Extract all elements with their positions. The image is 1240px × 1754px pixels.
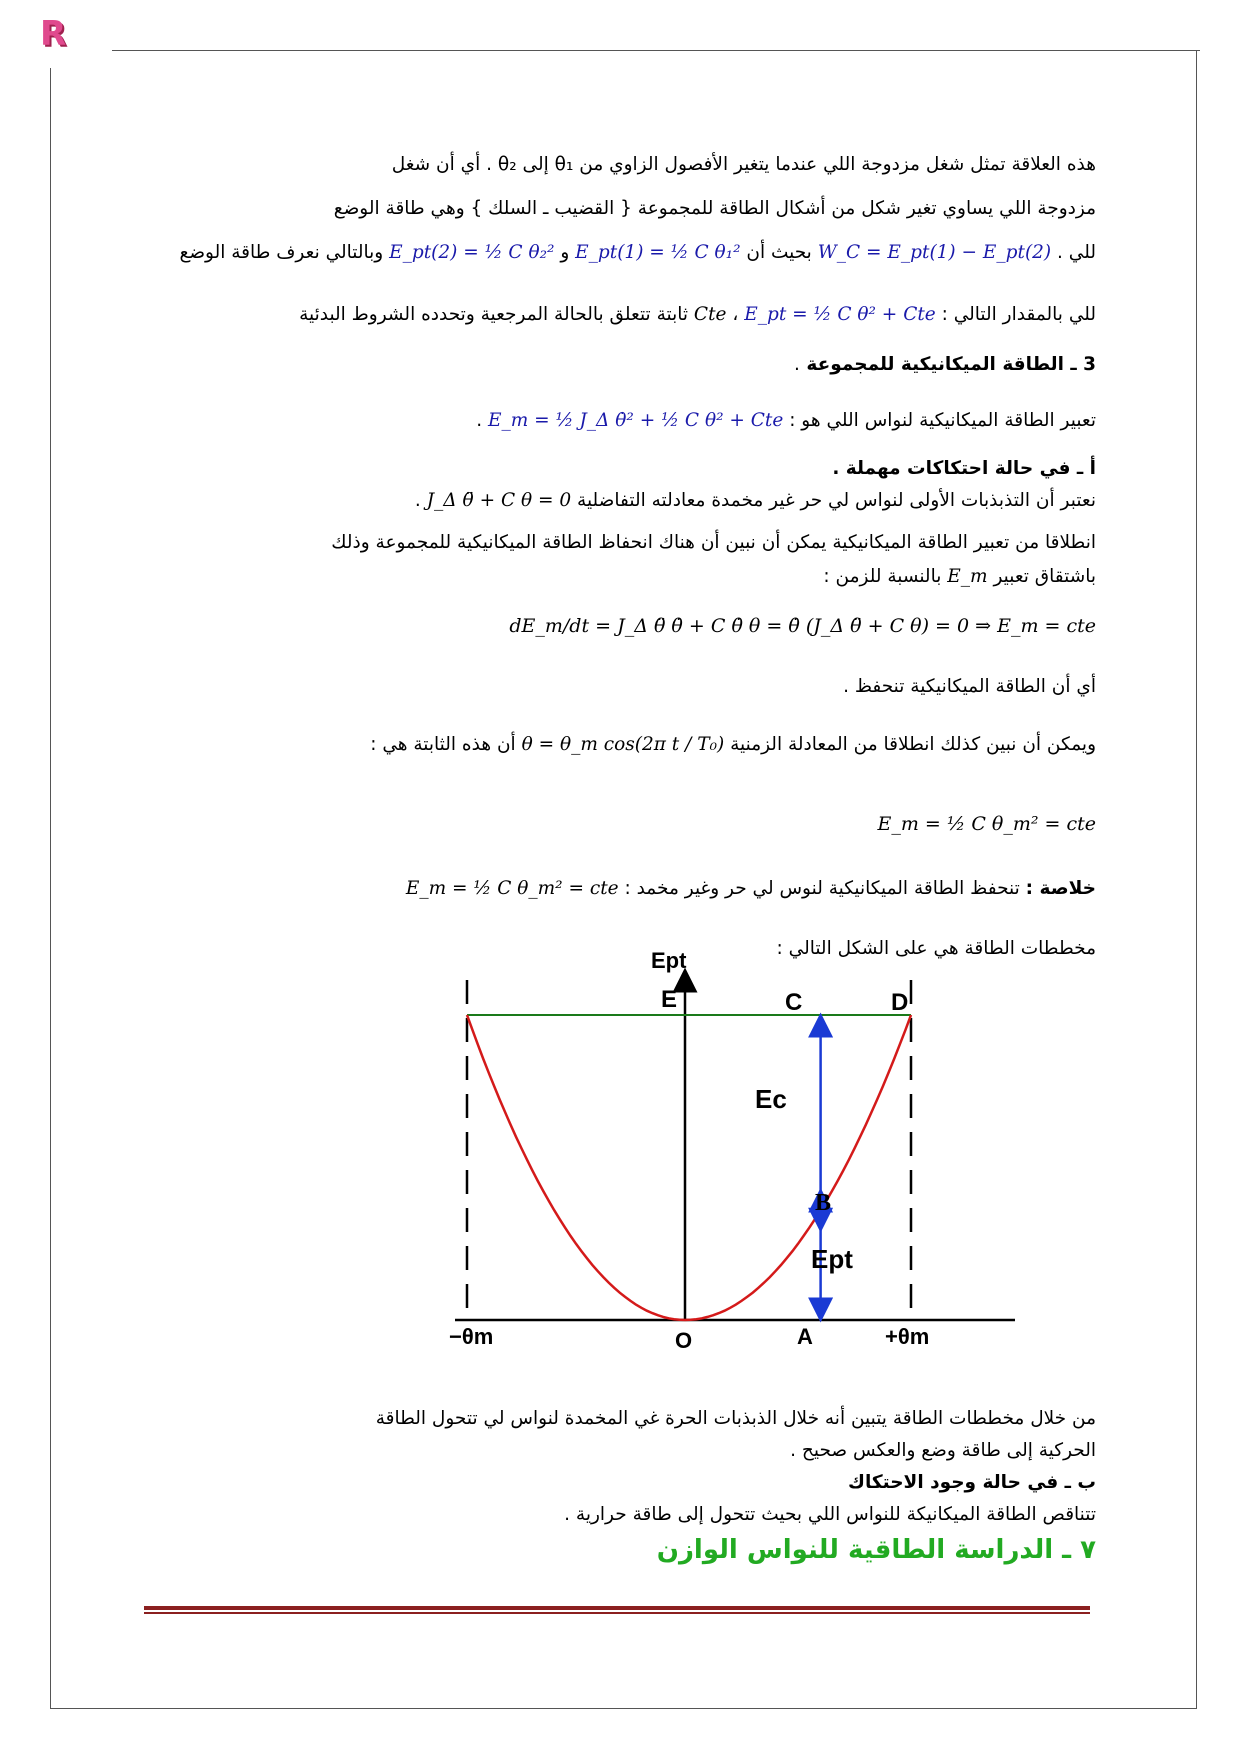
equation-em-symbol: E_m bbox=[947, 566, 988, 587]
point-label-e: E bbox=[661, 986, 678, 1013]
text: للي . bbox=[1057, 242, 1096, 263]
equation-em-constant: E_m = ½ C θ_m² = cte bbox=[877, 813, 1096, 835]
text: ، bbox=[732, 304, 739, 325]
equation-ept: E_pt = ½ C θ² + Cte bbox=[744, 304, 936, 325]
conclusion-label: خلاصة : bbox=[1025, 878, 1096, 899]
text: ثابتة تتعلق بالحالة المرجعية وتحدده الشروط البدئية bbox=[299, 304, 689, 325]
equation-theta-t: θ = θ_m cos(2π t / T₀) bbox=[521, 734, 725, 755]
footer-rule bbox=[144, 1606, 1090, 1610]
text: تعبير الطاقة الميكانيكية لنواس اللي هو : bbox=[789, 410, 1096, 431]
potential-energy-curve bbox=[467, 1015, 911, 1320]
equation-ep1: E_pt(1) = ½ C θ₁² bbox=[575, 242, 741, 263]
paragraph-line bbox=[823, 560, 1096, 593]
page-frame-top bbox=[112, 50, 1200, 51]
equation-diff: J_Δ θ̈ + C θ = 0 bbox=[426, 490, 572, 511]
page-frame-right bbox=[1196, 50, 1197, 1708]
paragraph-line: نعتبر أن التذبذبات الأولى لنواس لي حر غير مخمدة معادلته التفاضلية J_Δ θ̈ + C θ = 0 . bbox=[415, 484, 1096, 517]
arrow-label-ept: Ept bbox=[811, 1244, 853, 1274]
equation-em-constant-2: E_m = ½ C θ_m² = cte bbox=[405, 878, 619, 899]
logo: R bbox=[40, 14, 67, 54]
y-axis-label: Ept bbox=[651, 948, 687, 973]
paragraph-line bbox=[406, 872, 1096, 905]
equation-wc: W_C = E_pt(1) − E_pt(2) bbox=[817, 242, 1052, 263]
x-tick-label: −θm bbox=[449, 1324, 494, 1349]
paragraph-line bbox=[370, 728, 1096, 761]
arrow-label-ec: Ec bbox=[755, 1084, 787, 1114]
point-label-b: B bbox=[815, 1190, 832, 1216]
point-label-c: C bbox=[785, 989, 803, 1016]
equation-ep2: E_pt(2) = ½ C θ₂² bbox=[389, 242, 555, 263]
paragraph-line: تعبير الطاقة الميكانيكية لنواس اللي هو : E_m = ½ J_Δ θ̇² + ½ C θ² + Cte . bbox=[476, 404, 1096, 437]
paragraph-line: انطلاقا من تعبير الطاقة الميكانيكية يمكن أن نبين أن هناك انحفاظ الطاقة الميكانيكية للمجموعة وذلك bbox=[331, 532, 1096, 553]
x-tick-label: A bbox=[797, 1324, 813, 1349]
text: تنحفظ الطاقة الميكانيكية لنوس لي حر وغير مخمد : bbox=[624, 878, 1020, 899]
heading-text: 3 ـ الطاقة الميكانيكية للمجموعة bbox=[806, 354, 1096, 375]
text: للي بالمقدار التالي : bbox=[941, 304, 1096, 325]
section-heading bbox=[794, 348, 1096, 381]
text: ويمكن أن نبين كذلك انطلاقا من المعادلة الزمنية bbox=[730, 734, 1096, 755]
x-tick-label: O bbox=[675, 1328, 693, 1353]
page-frame-left bbox=[50, 68, 51, 1708]
paragraph-line: مزدوجة اللي يساوي تغير شكل من أشكال الطاقة للمجموعة { القضيب ـ السلك } وهي طاقة الوضع bbox=[333, 198, 1096, 219]
text: أن هذه الثابتة هي : bbox=[370, 734, 516, 755]
paragraph-line bbox=[179, 236, 1096, 269]
paragraph-line bbox=[299, 298, 1096, 331]
page-frame-bottom bbox=[50, 1708, 1197, 1709]
equation-derivative: dE_m/dt = J_Δ θ̈ θ̇ + C θ̇ θ = θ̇ (J_Δ θ̈ + C θ) = 0 ⇒ E_m = cte bbox=[509, 615, 1096, 637]
paragraph-line: مخططات الطاقة هي على الشكل التالي : bbox=[776, 938, 1096, 959]
text: و bbox=[560, 242, 570, 263]
text: باشتقاق تعبير bbox=[993, 566, 1096, 587]
text: وبالتالي نعرف طاقة الوضع bbox=[179, 242, 384, 263]
paragraph-line: الحركية إلى طاقة وضع والعكس صحيح . bbox=[790, 1440, 1096, 1461]
text: بحيث أن bbox=[746, 242, 812, 263]
footer-rule bbox=[144, 1612, 1090, 1614]
paragraph-line: من خلال مخططات الطاقة يتبين أنه خلال الذبذبات الحرة غي المخمدة لنواس لي تتحول الطاقة bbox=[375, 1408, 1096, 1429]
subsection-heading: ب ـ في حالة وجود الاحتكاك bbox=[848, 1472, 1096, 1493]
section-heading-green: ٧ ـ الدراسة الطاقية للنواس الوازن bbox=[656, 1535, 1096, 1565]
heading-dot: . bbox=[794, 354, 800, 375]
equation-cte: Cte bbox=[693, 304, 727, 325]
equation-em: E_m = ½ J_Δ θ̇² + ½ C θ² + Cte bbox=[488, 410, 784, 431]
point-label-d: D bbox=[891, 989, 909, 1016]
paragraph-line: هذه العلاقة تمثل شغل مزدوجة اللي عندما يتغير الأفصول الزاوي من θ₁ إلى θ₂ . أي أن شغل bbox=[391, 154, 1096, 175]
x-tick-label: +θm bbox=[885, 1324, 930, 1349]
paragraph-line: تتناقص الطاقة الميكانيكة للنواس اللي بحيث تتحول إلى طاقة حرارية . bbox=[564, 1504, 1096, 1525]
paragraph-line: أي أن الطاقة الميكانيكية تنحفظ . bbox=[843, 676, 1096, 697]
text: بالنسبة للزمن : bbox=[823, 566, 942, 587]
text: نعتبر أن التذبذبات الأولى لنواس لي حر غير مخمدة معادلته التفاضلية bbox=[577, 490, 1096, 511]
subsection-heading: أ ـ في حالة احتكاكات مهملة . bbox=[832, 458, 1096, 479]
